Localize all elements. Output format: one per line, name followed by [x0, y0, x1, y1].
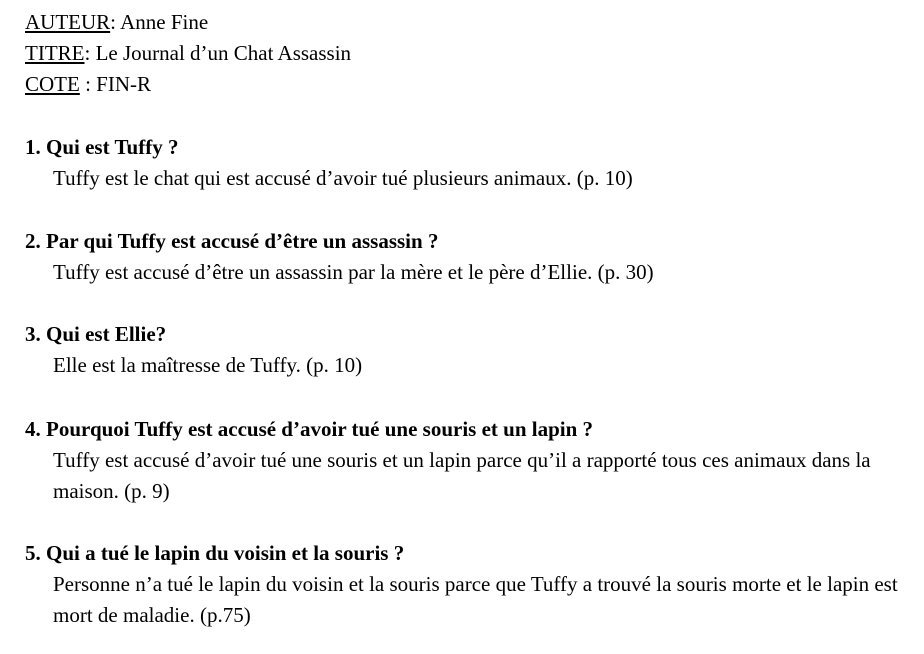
question-block-3: [25, 319, 915, 381]
answer-text: Elle est la maîtresse de Tuffy. (p. 10): [53, 353, 363, 377]
title-line: [25, 38, 351, 69]
answer-text: Tuffy est le chat qui est accusé d’avoir tué plusieurs animaux. (p. 10): [53, 166, 633, 190]
question-text: 4. Pourquoi Tuffy est accusé d’avoir tué une souris et un lapin ?: [25, 417, 594, 441]
cote-line: [25, 69, 351, 100]
answer-text: Personne n’a tué le lapin du voisin et la souris parce que Tuffy a trouvé la souris morte et le lapin est mort de maladie. (p.75): [53, 572, 898, 627]
question-text: 2. Par qui Tuffy est accusé d’être un assassin ?: [25, 229, 439, 253]
author-line: [25, 7, 351, 38]
question-text: 3. Qui est Ellie?: [25, 322, 167, 346]
title-label: TITRE: [25, 41, 85, 65]
author-separator: :: [110, 10, 117, 34]
question-block-2: [25, 226, 915, 288]
cote-separator: :: [79, 72, 91, 96]
title-value: Le Journal d’un Chat Assassin: [95, 41, 352, 65]
question-text: 5. Qui a tué le lapin du voisin et la souris ?: [25, 541, 405, 565]
cote-label: COTE: [25, 72, 80, 96]
question-block-5: [25, 538, 915, 631]
book-header: [25, 7, 351, 100]
question-block-4: [25, 414, 915, 507]
author-label: AUTEUR: [25, 10, 111, 34]
title-separator: :: [84, 41, 91, 65]
question-block-1: [25, 132, 915, 194]
cote-value: FIN-R: [96, 72, 152, 96]
question-text: 1. Qui est Tuffy ?: [25, 135, 179, 159]
answer-text: Tuffy est accusé d’être un assassin par la mère et le père d’Ellie. (p. 30): [53, 260, 654, 284]
answer-text: Tuffy est accusé d’avoir tué une souris et un lapin parce qu’il a rapporté tous ces animaux dans la maison. (p. 9): [53, 448, 871, 503]
author-value: Anne Fine: [120, 10, 209, 34]
